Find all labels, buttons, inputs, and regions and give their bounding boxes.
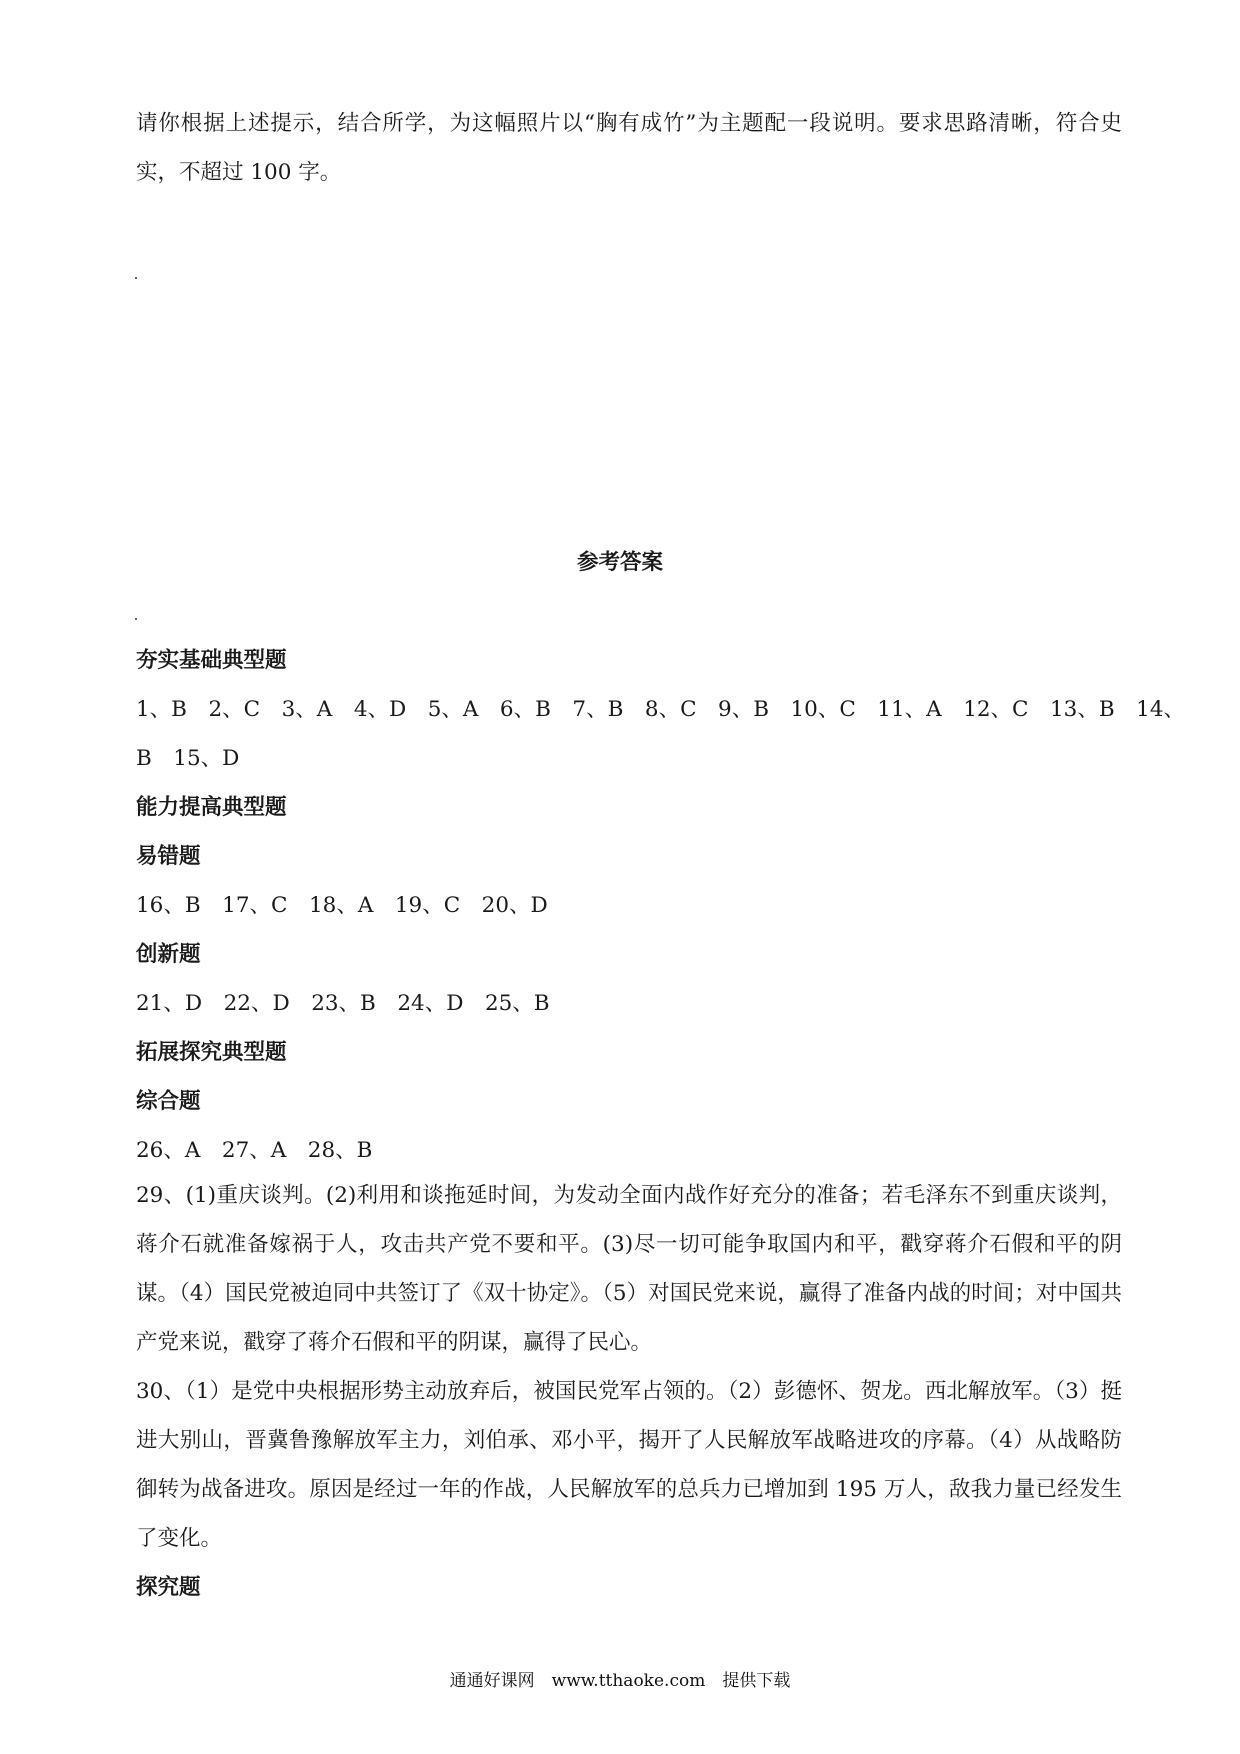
section-heading-ability: 能力提高典型题 [136,795,287,820]
section-heading-inquiry: 探究题 [136,1575,201,1600]
answer-30: 30、（1）是党中央根据形势主动放弃后，被国民党军占领的。（2）彭德怀、贺龙。西北解放军。（3）挺进大别山，晋冀鲁豫解放军主力，刘伯承、邓小平，揭开了人民解放军战略进攻的序幕。（4）从战略防御转为战备进攻。原因是经过一年的作战，人民解放军的总兵力已增加到 195 万人，敌我力量已经发生了变化。 [136,1379,1122,1551]
section-heading-innovation: 创新题 [136,942,201,967]
answer-key-title: 参考答案 [576,550,663,575]
error-prone-answers: 16、B 17、C 18、A 19、C 20、D [136,893,548,918]
question-prompt: 请你根据上述提示，结合所学，为这幅照片以“胸有成竹”为主题配一段说明。要求思路清晰，符合史实，不超过 100 字。 [136,111,1122,185]
innovation-answers: 21、D 22、D 23、B 24、D 25、B [136,991,550,1016]
comprehensive-answers: 26、A 27、A 28、B [136,1138,373,1163]
answer-29: 29、(1)重庆谈判。(2)利用和谈拖延时间，为发动全面内战作好充分的准备；若毛泽东不到重庆谈判，蒋介石就准备嫁祸于人，攻击共产党不要和平。(3)尽一切可能争取国内和平，戳穿蒋介石假和平的阴谋。（4）国民党被迫同中共签订了《双十协定》。（5）对国民党来说，赢得了准备内战的时间；对中国共产党来说，戳穿了蒋介石假和平的阴谋，赢得了民心。 [136,1183,1122,1355]
page-footer: 通通好课网 www.tthaoke.com 提供下载 [449,1671,791,1691]
section-heading-comprehensive: 综合题 [136,1089,201,1114]
scan-speck [135,277,137,279]
basic-answers-line-2: B 15、D [136,746,240,771]
section-heading-basic: 夯实基础典型题 [136,648,287,673]
section-heading-extension: 拓展探究典型题 [136,1040,287,1065]
basic-answers-line-1: 1、B 2、C 3、A 4、D 5、A 6、B 7、B 8、C 9、B 10、C 11、A 12、C 13、B 14、 [136,697,1186,722]
scan-speck [135,618,137,620]
section-heading-error-prone: 易错题 [136,844,201,869]
